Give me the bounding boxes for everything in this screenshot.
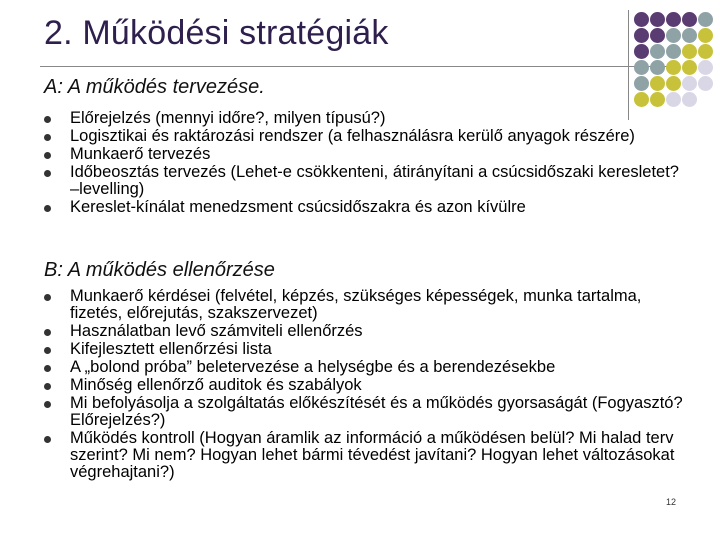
bullet-icon [44,205,51,212]
section-a-heading: A: A működés tervezése. [44,76,265,98]
section-b-heading: B: A működés ellenőrzése [44,259,275,281]
decorative-dot [698,12,713,27]
decorative-dot [682,28,697,43]
list-item-text: Munkaerő kérdései (felvétel, képzés, szükséges képességek, munka tartalma, fizetés, előrejutás, szakszervezet) [70,287,642,322]
list-item-text: Kifejlesztett ellenőrzési lista [70,340,272,358]
list-item-text: Munkaerő tervezés [70,145,211,163]
decorative-dot [682,12,697,27]
list-item [44,146,684,163]
list-item-text: Minőség ellenőrző auditok és szabályok [70,376,362,394]
list-item-text: Használatban levő számviteli ellenőrzés [70,322,363,340]
title-divider [40,66,680,67]
bullet-icon [44,134,51,141]
decorative-dot [650,44,665,59]
bullet-icon [44,329,51,336]
list-item [44,430,684,481]
list-item [44,199,684,216]
decorative-dot [634,60,649,75]
list-item [44,341,684,358]
decorative-dot [634,44,649,59]
bullet-icon [44,294,51,301]
decorative-dot [698,60,713,75]
bullet-icon [44,170,51,177]
list-item [44,359,684,376]
decorative-dot [634,92,649,107]
decorative-dot [682,76,697,91]
bullet-icon [44,152,51,159]
decorative-dot [666,44,681,59]
bullet-icon [44,401,51,408]
bullet-icon [44,116,51,123]
list-item-text: Működés kontroll (Hogyan áramlik az információ a működésen belül? Mi halad terv szerint? Mi nem? Hogyan lehet bármi tévedést javítani? Hogyan lehet változásokat végrehajtani?) [70,429,675,481]
decorative-dot [650,76,665,91]
list-item-text: A „bolond próba” beletervezése a helységbe és a berendezésekbe [70,358,556,376]
list-item [44,395,684,429]
list-item-text: Mi befolyásolja a szolgáltatás előkészítését és a működés gyorsaságát (Fogyasztó? Előrejelzés?) [70,394,683,429]
decorative-dot [650,60,665,75]
list-item-text: Előrejelzés (mennyi időre?, milyen típusú?) [70,109,386,127]
decorative-dot [634,12,649,27]
slide-number: 12 [666,497,677,507]
decorative-dot [698,76,713,91]
bullet-icon [44,347,51,354]
decorative-dot [634,76,649,91]
bullet-icon [44,365,51,372]
list-item-text: Időbeosztás tervezés (Lehet-e csökkenteni, átirányítani a csúcsidőszaki keresletet? –levelling) [70,163,679,198]
decorative-dot [666,12,681,27]
section-b-list [44,288,684,482]
decorative-dot [698,44,713,59]
decorative-dot [666,28,681,43]
decorative-dot [682,44,697,59]
list-item [44,110,684,127]
decorative-dot [682,60,697,75]
corner-divider [628,10,629,120]
list-item [44,288,684,322]
list-item-text: Logisztikai és raktározási rendszer (a felhasználásra kerülő anyagok részére) [70,127,635,145]
section-a-list [44,110,684,217]
list-item-text: Kereslet-kínálat menedzsment csúcsidőszakra és azon kívülre [70,198,526,216]
decorative-dot [634,28,649,43]
list-item [44,377,684,394]
decorative-dot [650,28,665,43]
decorative-dot [666,92,681,107]
bullet-icon [44,383,51,390]
decorative-dot [666,76,681,91]
bullet-icon [44,436,51,443]
list-item [44,323,684,340]
decorative-dot [666,60,681,75]
list-item [44,164,684,198]
decorative-dot [650,12,665,27]
decorative-dot [650,92,665,107]
decorative-dot [698,28,713,43]
decorative-dot [682,92,697,107]
slide-title: 2. Működési stratégiák [44,14,389,52]
list-item [44,128,684,145]
